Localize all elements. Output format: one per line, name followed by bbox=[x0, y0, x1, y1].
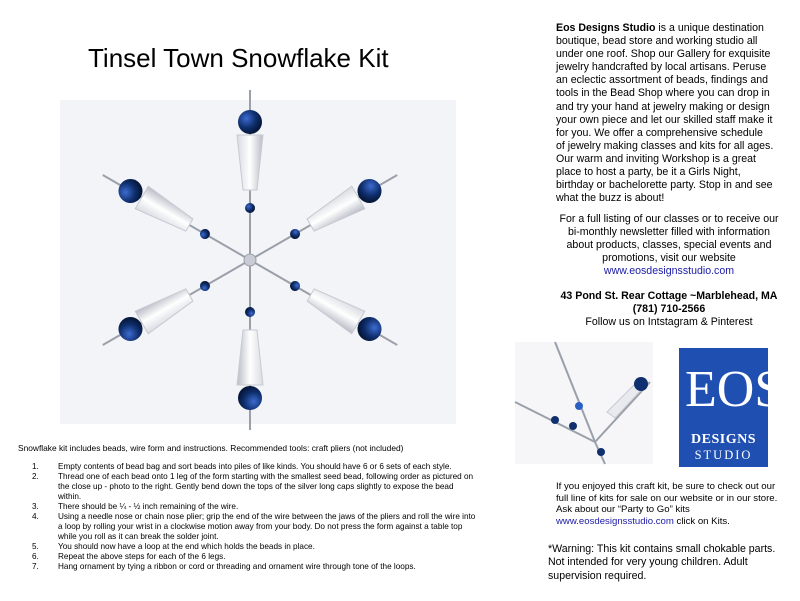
snowflake-illustration bbox=[60, 100, 456, 424]
address: 43 Pond St. Rear Cottage ~Marblehead, MA bbox=[560, 290, 778, 302]
logo-designs: DESIGNS bbox=[691, 432, 756, 447]
studio-name: Eos Designs Studio bbox=[556, 22, 656, 34]
step-number: 7. bbox=[32, 562, 39, 571]
snowflake-arm bbox=[237, 90, 263, 260]
step-text: Using a needle nose or chain nose plier; grip the end of the wire between the jaws of the pliers and roll the wire into a loop by rolling your wrist in a clockwise motion away from your body. Do not press the form against a table top while you roll as it can break the solder joint. bbox=[58, 512, 476, 541]
studio-description-text: is a unique destination boutique, bead store and working studio all under one roof. Shop our Gallery for exquisite jewelry handcrafted by local artisans. Peruse an eclectic assortment of beads, findings and tools in the Bead Shop where you can drop in and try your hand at jewelry making or design your own piece and let our skilled staff make it for you. We offer a comprehensive schedule of jewelry making classes and kits for all ages. Our warm and inviting Workshop is a great place to host a party, be it a Girls Night, birthday or bachelorette party. Stop in and see what the buzz is about! bbox=[556, 22, 774, 205]
eos-logo bbox=[679, 348, 784, 467]
step-number: 1. bbox=[32, 462, 39, 471]
eos-monogram-icon bbox=[679, 348, 784, 432]
contact-info bbox=[556, 290, 782, 329]
step-number: 4. bbox=[32, 512, 39, 521]
step-text: Hang ornament by tying a ribbon or cord or threading and ornament wire through tone of the loops. bbox=[58, 562, 416, 571]
step-number: 2. bbox=[32, 472, 39, 481]
step-number: 6. bbox=[32, 552, 39, 561]
website-link[interactable]: www.eosdesignsstudio.com bbox=[603, 265, 735, 278]
kits-promo-tail: click on Kits. bbox=[673, 515, 730, 527]
step-text: Thread one of each bead onto 1 leg of the form starting with the smallest seed bead, following order as pictured on the close up - photo to the right. Gently bend down the tops of the silver long caps slightly to expose the bead within. bbox=[58, 472, 474, 501]
step-item bbox=[18, 542, 478, 552]
snowflake-arm bbox=[96, 249, 256, 357]
step-item bbox=[18, 552, 478, 562]
kits-promo bbox=[556, 481, 786, 527]
snowflake-photo bbox=[60, 100, 456, 424]
step-item bbox=[18, 562, 478, 572]
snowflake-arm bbox=[96, 164, 256, 272]
step-item bbox=[18, 472, 478, 502]
phone-number: (781) 710-2566 bbox=[632, 303, 706, 316]
page-title: Tinsel Town Snowflake Kit bbox=[88, 43, 389, 74]
kits-promo-text: If you enjoyed this craft kit, be sure to check out our full line of kits for sale on our website or in our store. Ask about our “Party to Go” kits bbox=[556, 481, 778, 516]
step-text: You should now have a loop at the end which holds the beads in place. bbox=[58, 542, 315, 551]
step-item bbox=[18, 502, 478, 512]
kits-website-link[interactable]: www.eosdesignsstudio.com bbox=[556, 515, 674, 527]
snowflake-arm bbox=[237, 260, 263, 430]
step-item bbox=[18, 462, 478, 472]
step-text: There should be ¼ - ½ inch remaining of the wire. bbox=[58, 502, 239, 511]
newsletter-text: For a full listing of our classes or to receive our bi-monthly newsletter filled with information about products, classes, special events and promotions, visit our website bbox=[559, 213, 779, 265]
step-number: 5. bbox=[32, 542, 39, 551]
instruction-steps bbox=[18, 462, 478, 572]
closeup-photo bbox=[515, 342, 653, 464]
social-text: Follow us on Intstagram & Pinterest bbox=[585, 316, 753, 329]
logo-studio: STUDIO bbox=[694, 448, 753, 462]
newsletter-info bbox=[556, 213, 782, 278]
closeup-illustration bbox=[515, 342, 653, 464]
step-item bbox=[18, 512, 478, 542]
step-number: 3. bbox=[32, 502, 39, 511]
eos-monogram-letters: EOS bbox=[685, 361, 784, 418]
kit-intro: Snowflake kit includes beads, wire form and instructions. Recommended tools: craft pliers (not included) bbox=[18, 443, 404, 453]
choking-warning: *Warning: This kit contains small chokable parts. Not intended for very young children. Adult supervision required. bbox=[548, 543, 776, 582]
studio-description bbox=[556, 22, 774, 205]
snowflake-arm bbox=[244, 164, 404, 272]
step-text: Repeat the above steps for each of the 6 legs. bbox=[58, 552, 226, 561]
step-text: Empty contents of bead bag and sort beads into piles of like kinds. You should have 6 or 6 sets of each style. bbox=[58, 462, 452, 471]
snowflake-arm bbox=[244, 249, 404, 357]
